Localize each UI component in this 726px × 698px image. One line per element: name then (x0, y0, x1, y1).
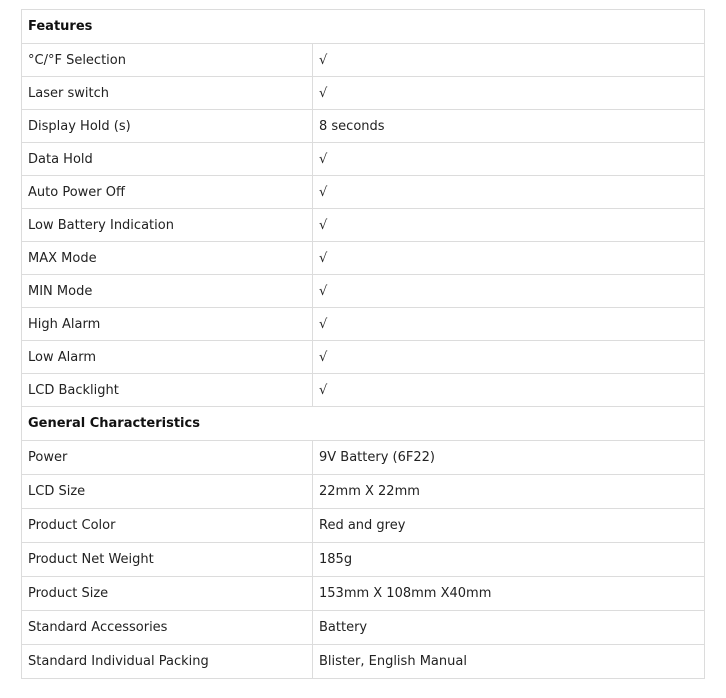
spec-value: √ (313, 176, 705, 209)
table-row (22, 441, 705, 475)
table-row (22, 275, 705, 308)
spec-label: Product Size (22, 577, 313, 611)
spec-label: Low Alarm (22, 341, 313, 374)
spec-label: Power (22, 441, 313, 475)
spec-label: MIN Mode (22, 275, 313, 308)
spec-label: Product Color (22, 509, 313, 543)
table-row (22, 77, 705, 110)
table-row (22, 374, 705, 407)
spec-label: Low Battery Indication (22, 209, 313, 242)
table-row (22, 44, 705, 77)
table-row (22, 577, 705, 611)
spec-value: 9V Battery (6F22) (313, 441, 705, 475)
table-row (22, 308, 705, 341)
spec-value: 185g (313, 543, 705, 577)
table-row (22, 209, 705, 242)
spec-value: √ (313, 242, 705, 275)
section-header-features (22, 10, 705, 44)
spec-value: √ (313, 77, 705, 110)
spec-value: √ (313, 341, 705, 374)
table-row (22, 611, 705, 645)
spec-label: Standard Accessories (22, 611, 313, 645)
section-header-general-characteristics (22, 407, 705, 441)
section-title: Features (22, 10, 705, 44)
section-title: General Characteristics (22, 407, 705, 441)
spec-label: Product Net Weight (22, 543, 313, 577)
table-row (22, 176, 705, 209)
spec-value: √ (313, 44, 705, 77)
spec-label: High Alarm (22, 308, 313, 341)
table-row (22, 242, 705, 275)
spec-value: √ (313, 308, 705, 341)
table-row (22, 110, 705, 143)
spec-table (21, 9, 705, 679)
table-row (22, 543, 705, 577)
spec-value: Battery (313, 611, 705, 645)
spec-label: MAX Mode (22, 242, 313, 275)
spec-value: √ (313, 275, 705, 308)
table-row (22, 509, 705, 543)
spec-value: √ (313, 143, 705, 176)
spec-value: 8 seconds (313, 110, 705, 143)
spec-value: Blister, English Manual (313, 645, 705, 679)
spec-label: LCD Size (22, 475, 313, 509)
spec-value: √ (313, 374, 705, 407)
spec-value: √ (313, 209, 705, 242)
spec-label: Standard Individual Packing (22, 645, 313, 679)
table-row (22, 645, 705, 679)
spec-value: 153mm X 108mm X40mm (313, 577, 705, 611)
table-row (22, 475, 705, 509)
spec-label: Auto Power Off (22, 176, 313, 209)
spec-label: Data Hold (22, 143, 313, 176)
spec-value: Red and grey (313, 509, 705, 543)
spec-label: Laser switch (22, 77, 313, 110)
spec-value: 22mm X 22mm (313, 475, 705, 509)
table-row (22, 341, 705, 374)
spec-label: °C/°F Selection (22, 44, 313, 77)
table-row (22, 143, 705, 176)
spec-label: LCD Backlight (22, 374, 313, 407)
spec-label: Display Hold (s) (22, 110, 313, 143)
